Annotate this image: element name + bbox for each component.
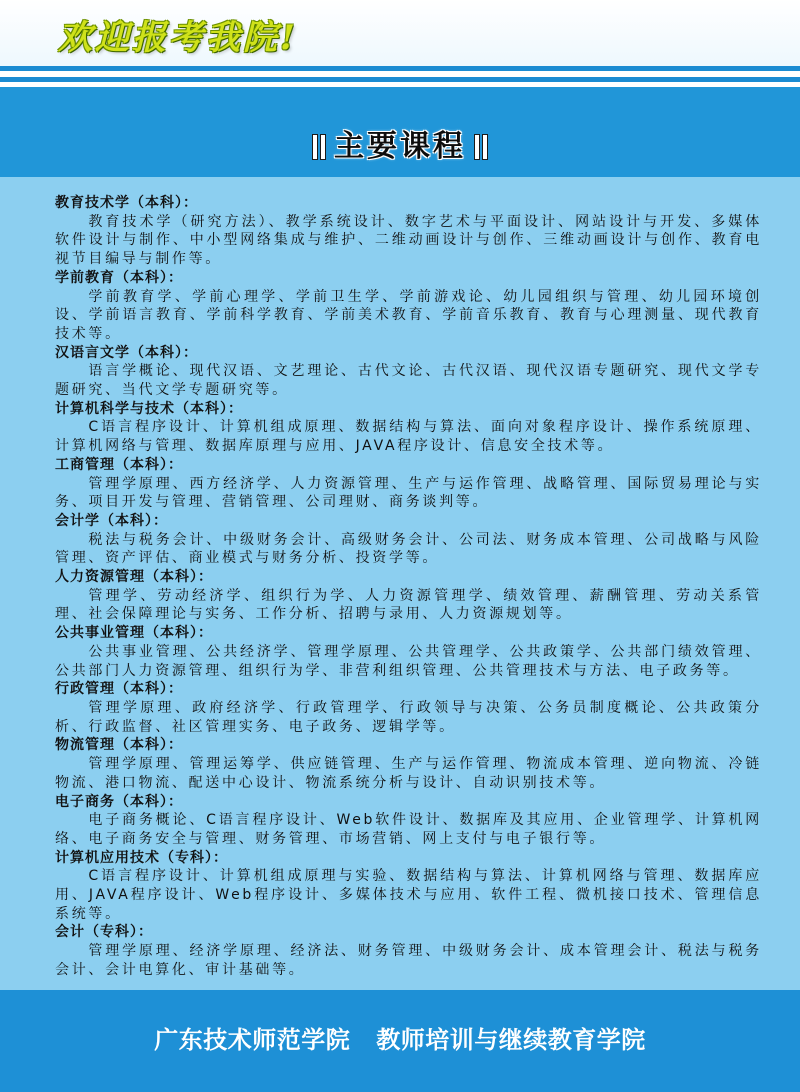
course-subjects: 公共事业管理、公共经济学、管理学原理、公共管理学、公共政策学、公共部门绩效管理、公共部门人力资源管理、组织行为学、非营利组织管理、公共管理技术与方法、电子政务等。: [55, 643, 762, 679]
course-heading: 工商管理（本科）：: [55, 456, 183, 473]
course-item: [55, 194, 762, 269]
course-subjects: 电子商务概论、C语言程序设计、Web软件设计、数据库及其应用、企业管理学、计算机网络、电子商务安全与管理、财务管理、市场营销、网上支付与电子银行等。: [55, 812, 762, 847]
course-subjects: 教育技术学（研究方法）、教学系统设计、数字艺术与平面设计、网站设计与开发、多媒体软件设计与制作、中小型网络集成与维护、二维动画设计与创作、三维动画设计与创作、教育电视节目编导与制作等。: [55, 213, 762, 268]
course-subjects: 税法与税务会计、中级财务会计、高级财务会计、公司法、财务成本管理、公司战略与风险管理、资产评估、商业模式与财务分析、投资学等。: [55, 531, 762, 567]
course-subjects: 学前教育学、学前心理学、学前卫生学、学前游戏论、幼儿园组织与管理、幼儿园环境创设、学前语言教育、学前科学教育、学前美术教育、学前音乐教育、教育与心理测量、现代教育技术等。: [55, 288, 762, 342]
footer-college-name: 教师培训与继续教育学院: [376, 1024, 646, 1054]
course-heading: 汉语言文学（本科）：: [55, 344, 198, 361]
course-heading: 会计学（本科）：: [55, 512, 168, 529]
course-heading: 行政管理（本科）：: [55, 681, 183, 698]
footer-institute-name: 广东技术师范学院: [154, 1024, 351, 1054]
course-subjects: 管理学原理、管理运筹学、供应链管理、生产与运作管理、物流成本管理、逆向物流、冷链物流、港口物流、配送中心设计、物流系统分析与设计、自动识别技术等。: [55, 756, 762, 791]
course-subjects: 语言学概论、现代汉语、文艺理论、古代文论、古代汉语、现代汉语专题研究、现代文学专题研究、当代文学专题研究等。: [55, 363, 762, 399]
top-banner: [0, 0, 800, 66]
course-subjects: 管理学原理、经济学原理、经济法、财务管理、中级财务会计、成本管理会计、税法与税务会计、会计电算化、审计基础等。: [55, 943, 762, 978]
bar-shape: [312, 134, 318, 160]
course-heading: 计算机应用技术（专科）：: [55, 849, 228, 866]
course-heading: 电子商务（本科）：: [55, 793, 183, 810]
bar-shape: [320, 134, 326, 160]
course-item: [55, 400, 762, 456]
course-heading: 公共事业管理（本科）：: [55, 625, 213, 642]
course-item: [55, 568, 762, 624]
course-item: [55, 680, 762, 736]
course-item: [55, 456, 762, 512]
bar-shape: [474, 134, 480, 160]
course-subjects: C语言程序设计、计算机组成原理、数据结构与算法、面向对象程序设计、操作系统原理、计算机网络与管理、数据库原理与应用、JAVA程序设计、信息安全技术等。: [55, 419, 762, 455]
section-title-row: [0, 128, 800, 166]
course-item: [55, 793, 762, 849]
course-item: [55, 624, 762, 680]
course-item: [55, 736, 762, 792]
course-subjects: C语言程序设计、计算机组成原理与实验、数据结构与算法、计算机网络与管理、数据库应用、JAVA程序设计、Web程序设计、多媒体技术与应用、软件工程、微机接口技术、管理信息系统等。: [55, 868, 762, 922]
welcome-slogan: 欢迎报考我院!: [58, 18, 298, 58]
course-subjects: 管理学原理、西方经济学、人力资源管理、生产与运作管理、战略管理、国际贸易理论与实务、项目开发与管理、营销管理、公司理财、商务谈判等。: [55, 475, 762, 511]
course-list: [55, 194, 762, 980]
course-heading: 教育技术学（本科）：: [55, 195, 198, 211]
double-bar-right-icon: [474, 134, 488, 160]
course-heading: 学前教育（本科）：: [55, 269, 183, 286]
section-title: 主要课程: [334, 129, 466, 164]
course-heading: 会计（专科）：: [55, 924, 153, 941]
course-heading: 计算机科学与技术（本科）：: [55, 400, 243, 417]
course-item: [55, 923, 762, 979]
course-item: [55, 344, 762, 400]
bar-shape: [482, 134, 488, 160]
course-heading: 人力资源管理（本科）：: [55, 569, 213, 586]
course-item: [55, 512, 762, 568]
course-heading: 物流管理（本科）：: [55, 737, 183, 754]
footer-band: [0, 990, 800, 1092]
course-item: [55, 269, 762, 344]
double-bar-left-icon: [312, 134, 326, 160]
course-subjects: 管理学、劳动经济学、组织行为学、人力资源管理学、绩效管理、薪酬管理、劳动关系管理、社会保障理论与实务、工作分析、招聘与录用、人力资源规划等。: [55, 587, 762, 623]
course-subjects: 管理学原理、政府经济学、行政管理学、行政领导与决策、公务员制度概论、公共政策分析、行政监督、社区管理实务、电子政务、逻辑学等。: [55, 699, 762, 735]
course-item: [55, 849, 762, 924]
